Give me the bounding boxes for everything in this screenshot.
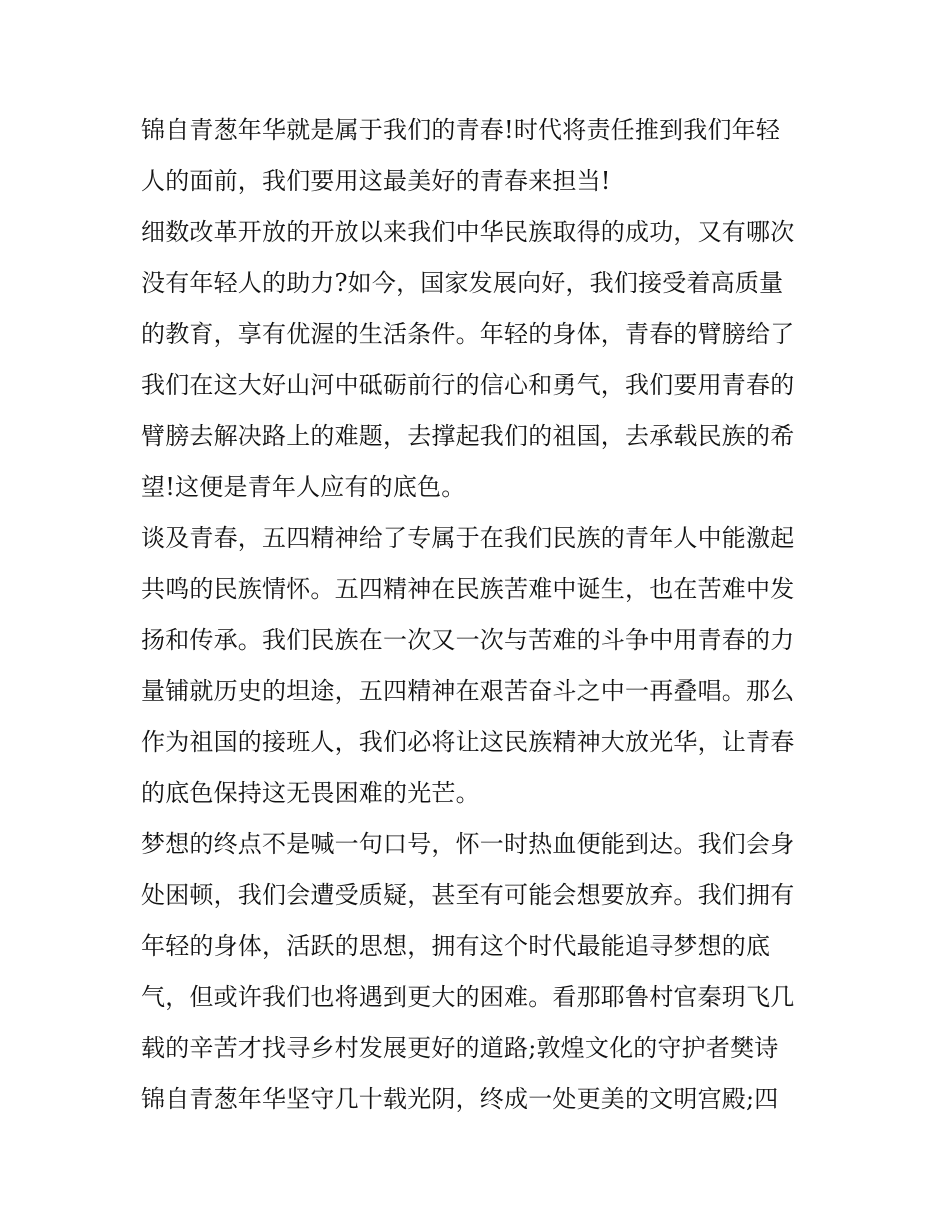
text-line-11: 扬和传承。我们民族在一次又一次与苦难的斗争中用青春的力 [141,626,795,654]
text-line-5: 的教育，享有优渥的生活条件。年轻的身体，青春的臂膀给了 [141,320,795,348]
text-line-2: 人的面前，我们要用这最美好的青春来担当! [141,167,611,195]
text-line-1: 锦自青葱年华就是属于我们的青春!时代将责任推到我们年轻 [141,116,781,144]
document-body [141,105,831,1125]
text-line-8: 望!这便是青年人应有的底色。 [141,473,466,501]
text-line-10: 共鸣的民族情怀。五四精神在民族苦难中诞生，也在苦难中发 [141,575,795,603]
text-line-20: 锦自青葱年华坚守几十载光阴，终成一处更美的文明宫殿;四 [141,1085,779,1113]
text-line-13: 作为祖国的接班人，我们必将让这民族精神大放光华，让青春 [141,728,795,756]
text-line-14: 的底色保持这无畏困难的光芒。 [141,779,480,807]
text-line-9: 谈及青春，五四精神给了专属于在我们民族的青年人中能激起 [141,524,795,552]
text-line-15: 梦想的终点不是喊一句口号，怀一时热血便能到达。我们会身 [141,830,795,858]
text-line-18: 气，但或许我们也将遇到更大的困难。看那耶鲁村官秦玥飞几 [141,983,795,1011]
text-line-3: 细数改革开放的开放以来我们中华民族取得的成功，又有哪次 [141,218,795,246]
text-line-19: 载的辛苦才找寻乡村发展更好的道路;敦煌文化的守护者樊诗 [141,1034,779,1062]
text-line-17: 年轻的身体，活跃的思想，拥有这个时代最能追寻梦想的底 [141,932,771,960]
text-line-16: 处困顿，我们会遭受质疑，甚至有可能会想要放弃。我们拥有 [141,881,795,909]
text-line-7: 臂膀去解决路上的难题，去撑起我们的祖国，去承载民族的希 [141,422,795,450]
text-line-6: 我们在这大好山河中砥砺前行的信心和勇气，我们要用青春的 [141,371,795,399]
text-line-4: 没有年轻人的助力?如今，国家发展向好，我们接受着高质量 [141,269,784,297]
text-line-12: 量铺就历史的坦途，五四精神在艰苦奋斗之中一再叠唱。那么 [141,677,795,705]
